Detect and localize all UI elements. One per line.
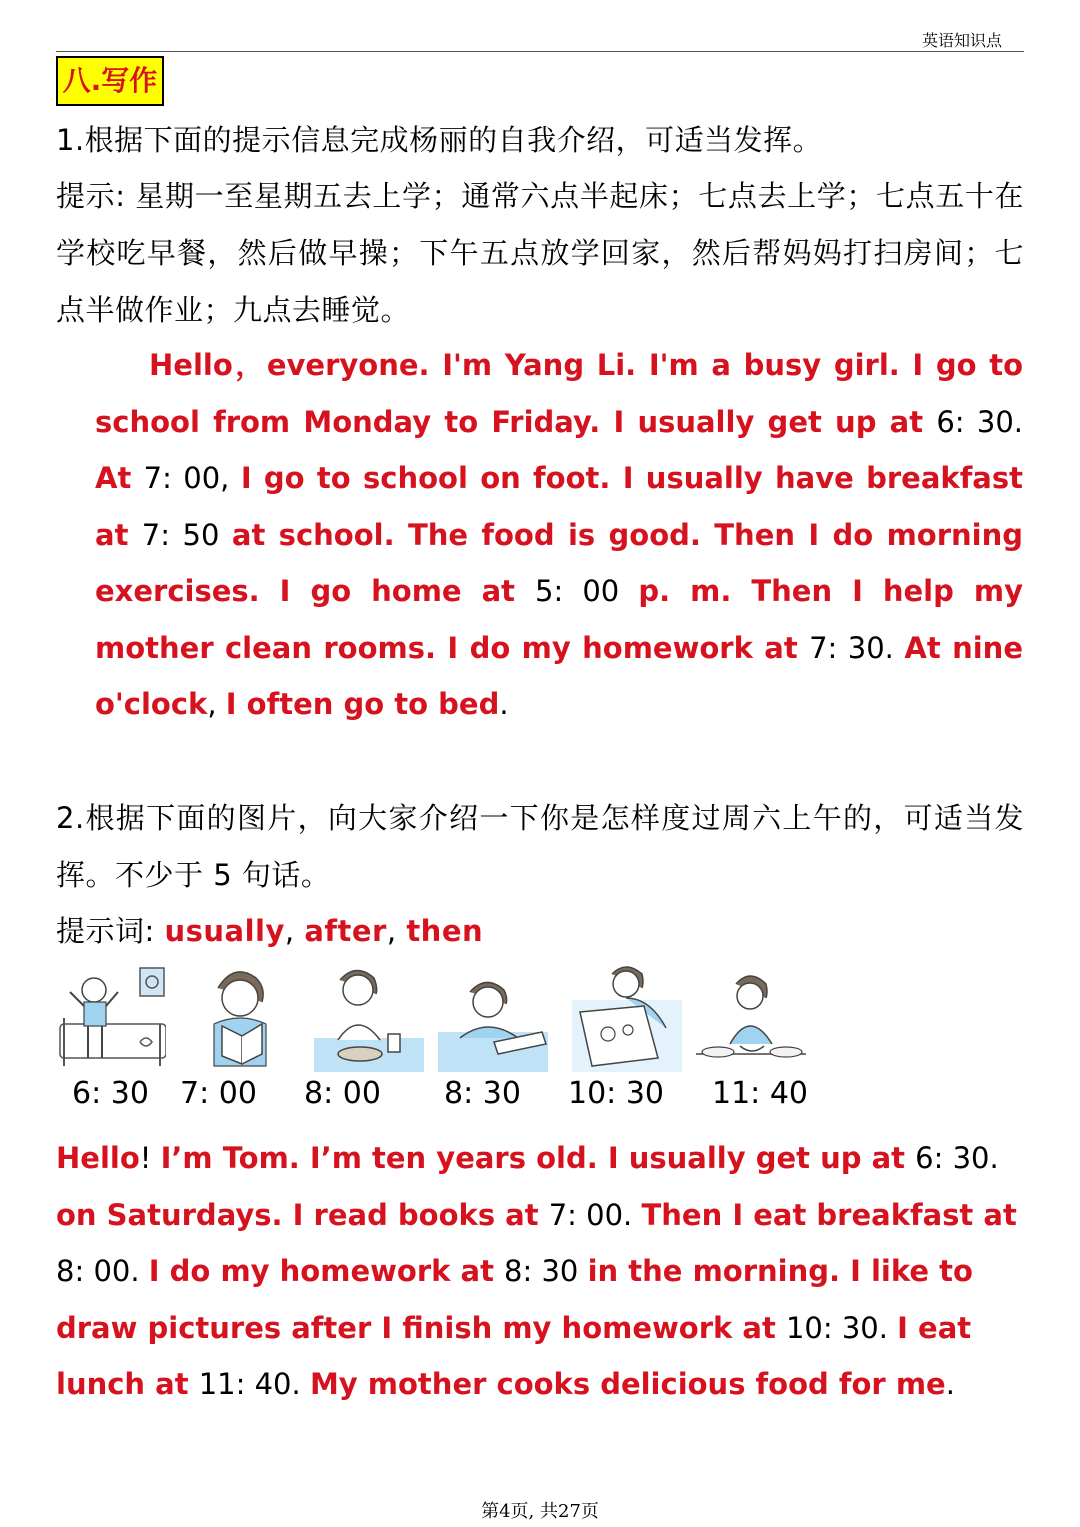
reading-book-illustration (196, 962, 306, 1072)
essay-text-run: p. m. Then I help my mother clean rooms. I do my homework at (95, 574, 1023, 665)
time-label: 11: 40 (712, 1076, 808, 1111)
essay-text-run: I often go to bed (225, 687, 500, 721)
essay-text-run: on Saturdays. I read books at (56, 1197, 549, 1232)
hint-word: then (406, 914, 484, 948)
essay-text-run: I do my homework at (148, 1254, 505, 1288)
picture-strip (56, 962, 836, 1072)
time-label: 8: 30 (444, 1076, 521, 1111)
essay-text-run: 8: 00. (56, 1254, 149, 1288)
q2-hint (56, 903, 1024, 960)
essay-text-run: at school. The food is good. Then I do morning exercises. I go home at (95, 517, 1024, 608)
page-number: 第4页, 共27页 (481, 1501, 599, 1522)
essay-text-run: I’m Tom. I’m ten years old. I usually get up at (160, 1141, 916, 1175)
time-label: 8: 00 (304, 1076, 381, 1111)
essay-text-run: My mother cooks delicious food for me (309, 1367, 946, 1401)
getting-up-illustration (56, 962, 166, 1072)
essay-text-run: 7: 00, (143, 461, 241, 495)
doing-homework-illustration (438, 962, 548, 1072)
q1-essay (95, 337, 1023, 733)
q2-prompt: 2.根据下面的图片，向大家介绍一下你是怎样度过周六上午的，可适当发挥。不少于 5 句话。 (56, 801, 1024, 892)
hint-word: , (284, 914, 305, 948)
essay-text-run: 7: 30. (809, 630, 905, 665)
essay-text-run: 11: 40. (198, 1367, 310, 1401)
essay-text-run: 5: 00 (535, 574, 639, 608)
q2-essay (56, 1130, 1031, 1413)
time-label: 7: 00 (180, 1076, 257, 1111)
essay-text-run: 7: 00. (548, 1197, 642, 1232)
q2-hint-label: 提示词: (56, 914, 165, 948)
essay-text-run: 8: 30 (504, 1254, 588, 1288)
essay-text-run: ! (139, 1141, 161, 1175)
drawing-picture-illustration (572, 962, 682, 1072)
essay-text-run: in the morning. I like to draw pictures after I finish my homework at (56, 1254, 973, 1345)
eating-breakfast-illustration (314, 962, 424, 1072)
header-divider (56, 51, 1024, 52)
hint-word: after (304, 914, 387, 948)
hint-word: , (386, 914, 407, 948)
q1-hint: 提示: 星期一至星期五去上学；通常六点半起床；七点去上学；七点五十在学校吃早餐，然后做早操；下午五点放学回家，然后帮妈妈打扫房间；七点半做作业；九点去睡觉。 (56, 179, 1024, 327)
essay-text-run: At (95, 461, 144, 495)
essay-text-run: Hello (56, 1141, 140, 1175)
essay-text-run: 6: 30. (915, 1141, 999, 1175)
essay-text-run: At nine o'clock (95, 630, 1023, 721)
essay-text-run: 6: 30. (936, 404, 1023, 439)
essay-text-run: . (499, 687, 509, 721)
essay-text-run: Hello，everyone. I'm Yang Li. I'm a busy girl. I go to school from Monday to Friday. I usually get up at (95, 348, 1023, 439)
time-label: 6: 30 (72, 1076, 149, 1111)
essay-text-run: 7: 50 (141, 517, 232, 552)
time-labels (56, 1076, 856, 1126)
eating-lunch-illustration (696, 962, 806, 1072)
essay-text-run: I eat lunch at (56, 1310, 972, 1401)
essay-text-run: , (207, 687, 226, 721)
time-label: 10: 30 (568, 1076, 664, 1111)
essay-text-run: . (945, 1367, 955, 1401)
hint-word: usually (164, 914, 285, 948)
essay-text-run: I go to school on foot. I usually have breakfast at (95, 461, 1024, 552)
essay-text-run: 10: 30. (785, 1310, 898, 1345)
header-title: 英语知识点 (921, 31, 1002, 50)
essay-text-run: Then I eat breakfast at (641, 1197, 1017, 1232)
section-title: 八.写作 (56, 56, 164, 106)
q1-prompt: 1.根据下面的提示信息完成杨丽的自我介绍，可适当发挥。 (56, 123, 823, 157)
q2-hint-words (165, 914, 484, 948)
